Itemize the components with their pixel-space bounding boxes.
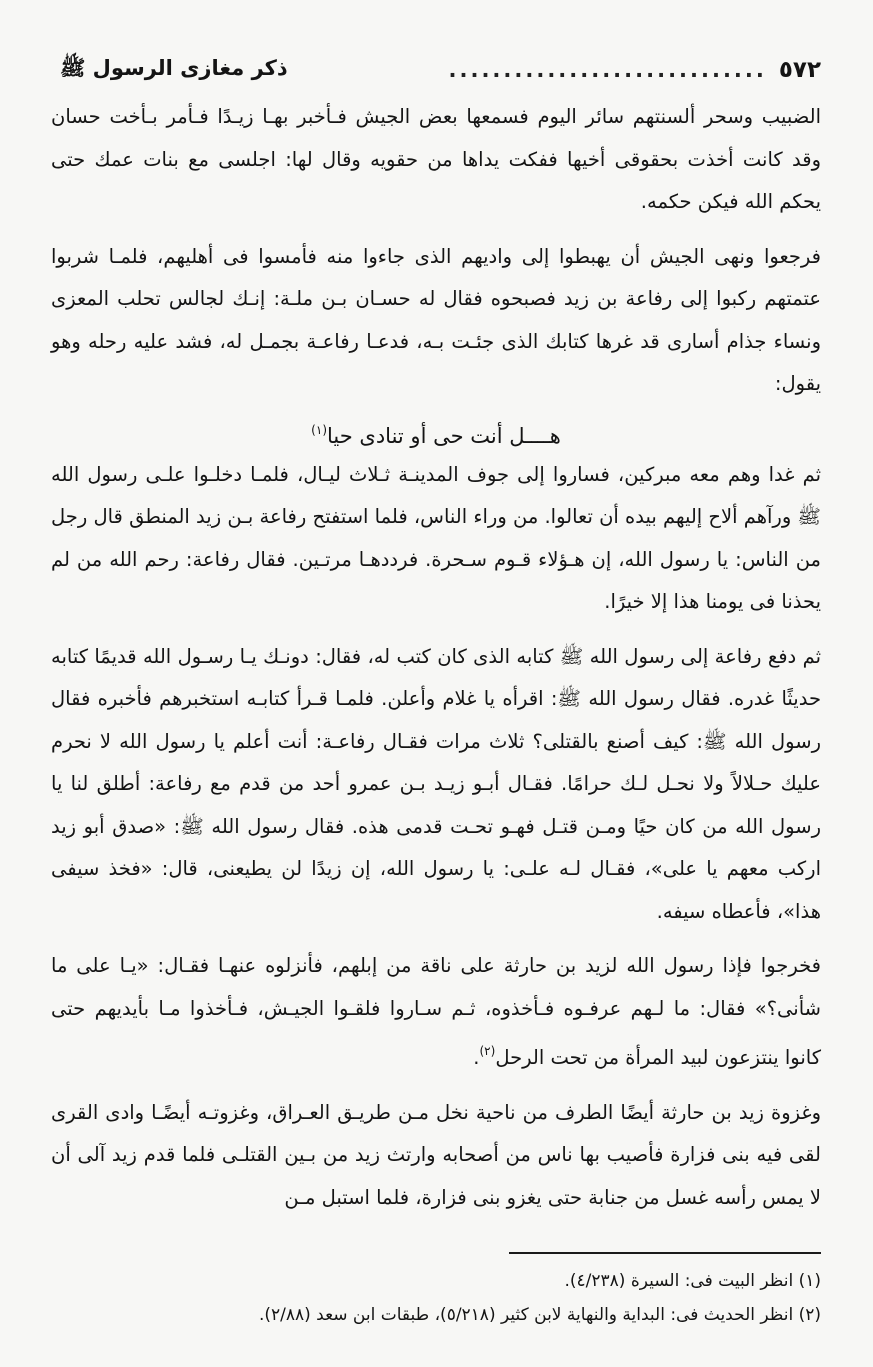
running-title: ذكر مغازى الرسول ﷺ xyxy=(60,55,288,80)
poetry-verse xyxy=(51,406,821,454)
running-header xyxy=(60,46,821,94)
paragraph-gap xyxy=(51,224,821,236)
paragraph-3: ثم غدا وهم معه مبركين، فساروا إلى جوف المدينـة ثـلاث ليـال، فلمـا دخلـوا علـى رسول الله ﷺ ورآهم ألاح إليهم بيده أن تعالوا. من وراء الناس، فلما استفتح رفاعة بـن زيد المنطق قال رجل من الناس: يا رسول الله، إن هـؤلاء قـوم سـحرة. فرددهـا مرتـين. فقال رفاعة: رحم الله من لم يحذنا فى يومنا هذا إلا خيرًا. xyxy=(51,462,821,613)
paragraph-1: الضبيب وسحر ألسنتهم سائر اليوم فسمعها بعض الجيش فـأخبر بهـا زيـدًا فـأمر بـأخت حسان وقد كانت أخذت بحقوقى أخيها ففكت يداها من حقويه وقال لها: اجلسى مع بنات عمك حتى يحكم الله فيكن حكمه. xyxy=(51,105,821,213)
paragraph-4: ثم دفع رفاعة إلى رسول الله ﷺ كتابه الذى كان كتب له، فقال: دونـك يـا رسـول الله قديمًا كتابه حديثًا غدره. فقال رسول الله ﷺ: اقرأه يا غلام وأعلن. فلمـا قـرأ كتابـه استخبرهم فأخبره فقال رسول الله ﷺ: كيف أصنع بالقتلى؟ ثلاث مرات فقـال رفاعـة: أنت أعلم يا رسول الله لا نحرم عليك حـلالاً ولا نحـل لـك حرامًا. فقـال أبـو زيـد بـن عمرو أحد من قدم مع رفاعة: أطلق لنا يا رسول الله من كان حيًا ومـن قتـل فهـو تحـت قدمى هذه. فقال رسول الله ﷺ: «صدق أبو زيد اركب معهم يا على»، فقـال لـه علـى: يا رسول الله، إن زيدًا لن يطيعنى، قال: «فخذ سيفى هذا»، فأعطاه سيفه. xyxy=(51,644,821,923)
footnote-2: (٢) انظر الحديث فى: البداية والنهاية لابن كثير (٥/٢١٨)، طبقات ابن سعد (٢/٨٨). xyxy=(258,1305,821,1325)
paragraph-gap xyxy=(51,624,821,636)
page-number: ٥٧٢ xyxy=(778,57,821,83)
footnote-ref-1: (١) xyxy=(311,422,327,437)
footnote-ref-2: (٢) xyxy=(479,1044,496,1058)
footnote-1: (١) انظر البيت فى: السيرة (٤/٢٣٨). xyxy=(564,1271,821,1291)
paragraph-5-end: . xyxy=(473,1046,480,1069)
header-leader-dots: ............................. xyxy=(448,58,767,82)
paragraph-2: فرجعوا ونهى الجيش أن يهبطوا إلى واديهم الذى جاءوا منه فأمسوا فى أهليهم، فلمـا شربوا عتمتهم ركبوا إلى رفاعة بن زيد فصبحوه فقال له حسـان بـن ملـة: إنـك لجالس تحلب المعزى ونساء جذام أسارى قد غرها كتابك الذى جئـت بـه، فدعـا رفاعـة بجمـل له، فشد عليه رحله وهو يقول: xyxy=(51,244,821,395)
main-text xyxy=(51,96,821,1219)
paragraph-gap xyxy=(51,933,821,945)
paragraph-gap xyxy=(51,1080,821,1092)
footnote-separator xyxy=(509,1252,821,1254)
paragraph-6: وغزوة زيد بن حارثة أيضًا الطرف من ناحية نخل مـن طريـق العـراق، وغزوتـه أيضًـا وادى القرى لقى فيه بنى فزارة فأصيب بها ناس من أصحابه وارتث زيد من بـين القتلـى فلما قدم زيد آلى أن لا يمس رأسه غسل من جنابة حتى يغزو بنى فزارة، فلما استبل مـن xyxy=(51,1100,821,1209)
verse-text: هــــل أنت حى أو تنادى حيا xyxy=(327,423,561,448)
paragraph-5-text: فخرجوا فإذا رسول الله لزيد بن حارثة على ناقة من إبلهم، فأنزلوه عنهـا فقـال: «يـا على ما شأنى؟» فقال: ما لـهم عرفـوه فـأخذوه، ثـم سـاروا فلقـوا الجيـش، فـأخذوا مـا بأيديهم حتى كانوا ينتزعون لبيد المرأة من تحت الرحل xyxy=(51,954,821,1069)
paragraph-5 xyxy=(51,945,821,1080)
footnotes xyxy=(51,1264,821,1332)
